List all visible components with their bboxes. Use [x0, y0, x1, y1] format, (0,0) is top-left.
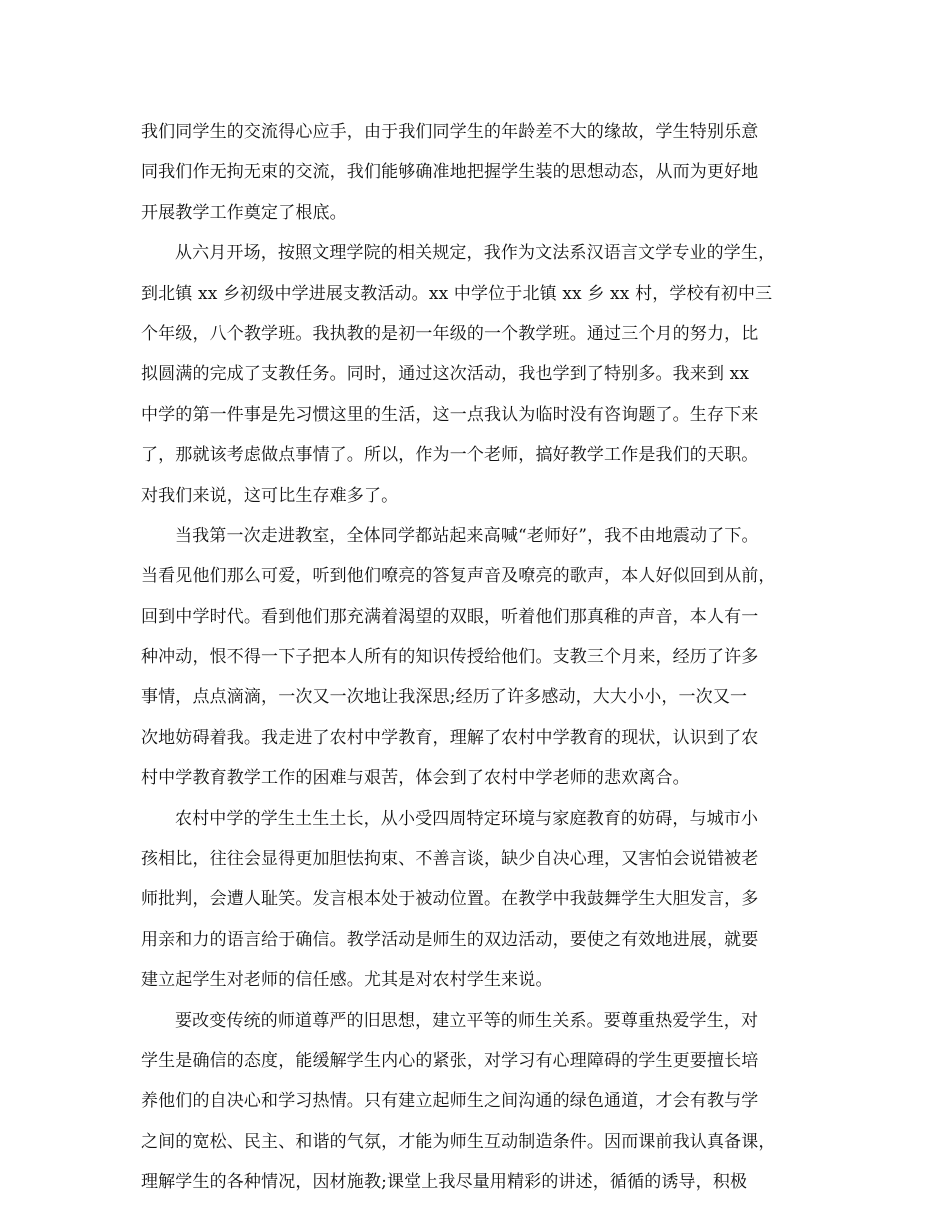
- paragraph-start-line: 从六月开场，按照文理学院的相关规定，我作为文法系汉语言文学专业的学生，: [175, 243, 776, 264]
- text-line: 对我们来说，这可比生存难多了。: [141, 485, 399, 506]
- text-line: 开展教学工作奠定了根底。: [141, 202, 347, 223]
- text-line: 村中学教育教学工作的困难与艰苦，体会到了农村中学老师的悲欢离合。: [141, 768, 690, 789]
- text-line: 理解学生的各种情况，因材施教;课堂上我尽量用精彩的讲述，循循的诱导，积极: [141, 1172, 748, 1193]
- text-line: 事情，点点滴滴，一次又一次地让我深思;经历了许多感动，大大小小，一次又一: [141, 687, 748, 708]
- text-line: 次地妨碍着我。我走进了农村中学教育，理解了农村中学教育的现状，认识到了农: [141, 727, 759, 748]
- paragraph-start-line: 当我第一次走进教室，全体同学都站起来高喊“老师好”，我不由地震动了下。: [175, 525, 759, 546]
- text-line: 中学的第一件事是先习惯这里的生活，这一点我认为临时没有咨询题了。生存下来: [141, 404, 759, 425]
- text-line: 到北镇 xx 乡初级中学进展支教活动。xx 中学位于北镇 xx 乡 xx 村，学校有初中三: [141, 283, 773, 304]
- text-line: 种冲动，恨不得一下子把本人所有的知识传授给他们。支教三个月来，经历了许多: [141, 647, 759, 668]
- paragraph-start-line: 农村中学的学生土生土长，从小受四周特定环境与家庭教育的妨碍，与城市小: [175, 808, 759, 829]
- text-line: 个年级，八个教学班。我执教的是初一年级的一个教学班。通过三个月的努力，比: [141, 323, 759, 344]
- text-line: 学生是确信的态度，能缓解学生内心的紧张，对学习有心理障碍的学生更要擅长培: [141, 1050, 759, 1071]
- text-line: 了，那就该考虑做点事情了。所以，作为一个老师，搞好教学工作是我们的天职。: [141, 445, 759, 466]
- text-line: 拟圆满的完成了支教任务。同时，通过这次活动，我也学到了特别多。我来到 xx: [141, 364, 750, 385]
- text-line: 我们同学生的交流得心应手，由于我们同学生的年龄差不大的缘故，学生特别乐意: [141, 122, 759, 142]
- document-body: [141, 112, 831, 1203]
- text-line: 师批判，会遭人耻笑。发言根本处于被动位置。在教学中我鼓舞学生大胆发言，多: [141, 889, 759, 910]
- text-line: 建立起学生对老师的信任感。尤其是对农村学生来说。: [141, 970, 553, 991]
- text-line: 孩相比，往往会显得更加胆怯拘束、不善言谈，缺少自决心理，又害怕会说错被老: [141, 849, 759, 870]
- text-line: 当看见他们那么可爱，听到他们嘹亮的答复声音及嘹亮的歌声，本人好似回到从前，: [141, 566, 776, 587]
- text-line: 养他们的自决心和学习热情。只有建立起师生之间沟通的绿色通道，才会有教与学: [141, 1091, 759, 1112]
- text-line: 用亲和力的语言给于确信。教学活动是师生的双边活动，要使之有效地进展，就要: [141, 929, 759, 950]
- text-line: 同我们作无拘无束的交流，我们能够确准地把握学生装的思想动态，从而为更好地: [141, 162, 759, 183]
- text-line: 之间的宽松、民主、和谐的气氛，才能为师生互动制造条件。因而课前我认真备课，: [141, 1131, 776, 1152]
- text-line: 回到中学时代。看到他们那充满着渴望的双眼，听着他们那真稚的声音，本人有一: [141, 606, 759, 627]
- paragraph-start-line: 要改变传统的师道尊严的旧思想，建立平等的师生关系。要尊重热爱学生，对: [175, 1010, 759, 1031]
